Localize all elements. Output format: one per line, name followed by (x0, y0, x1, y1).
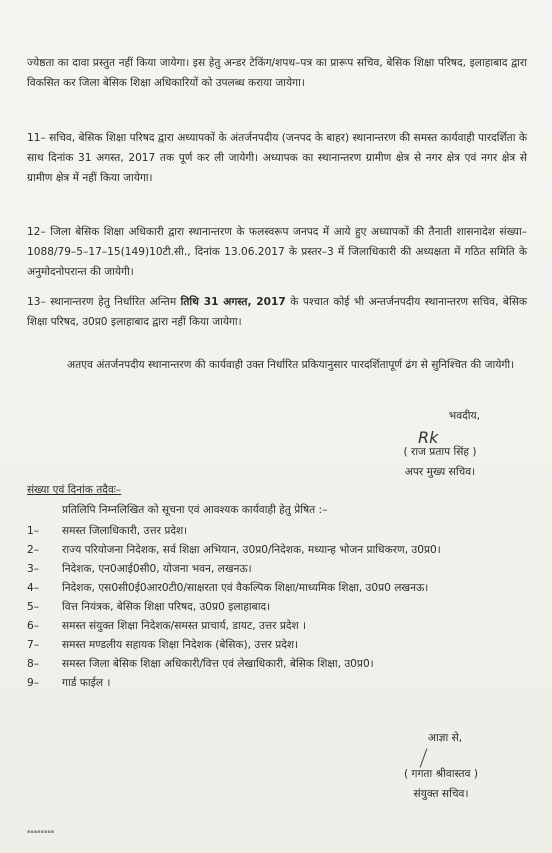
paragraph-13-end: के पश्चात कोई भी अन्तर्जनपदीय स्थानान्तरण सचिव, बेसिक शिक्षा परिषद, उ0प्र0 इलाहाबाद द्वारा नहीं किया जायेगा। (27, 296, 527, 328)
item-text: राज्य परियोजना निदेशक, सर्व शिक्षा अभियान, उ0प्र0/निदेशक, मध्यान्ह भोजन प्राधिकरण, उ0प्र0। (62, 544, 441, 556)
signatory-2-name: ( गगता श्रीवास्तव ) (403, 768, 478, 780)
item-text: समस्त जिलाधिकारी, उत्तर प्रदेश। (62, 525, 188, 537)
copy-recipient-item (27, 598, 527, 617)
item-number: 2– (27, 544, 40, 556)
copy-recipient-item (27, 541, 527, 560)
paragraph-conclusion: अतएव अंतर्जनपदीय स्थानान्तरण की कार्यवाही उक्त निर्धारित प्रकियानुसार पारदर्शितापूर्ण ढंग से सुनिश्चित की जायेगी। (67, 359, 515, 371)
copy-recipient-item (27, 617, 527, 636)
item-number: 5– (27, 601, 40, 613)
copy-recipient-item (27, 522, 527, 541)
item-text: निदेशक, एन0आई0सी0, योजना भवन, लखनऊ। (62, 563, 252, 575)
paragraph-continuation: ज्येष्ठता का दावा प्रस्तुत नहीं किया जायेगा। इस हेतु अन्डर टेकिंग/शपथ–पत्र का प्रारूप सचिव, बेसिक शिक्षा परिषद, इलाहाबाद द्वारा विकसित कर जिला बेसिक शिक्षा अधिकारियों को उपलब्ध कराया जायेगा। (27, 57, 527, 89)
copy-recipient-item (27, 674, 527, 693)
salutation: भवदीय, (448, 410, 480, 422)
item-number: 8– (27, 658, 40, 670)
signatory-2-designation: संयुक्त सचिव। (413, 788, 469, 800)
item-number: 6– (27, 620, 40, 632)
paragraph-11: 11– सचिव, बेसिक शिक्षा परिषद द्वारा अध्यापकों के अंतर्जनपदीय (जनपद के बाहर) स्थानान्तरण की समस्त कार्यवाही पारदर्शिता के साथ दिनांक 31 अगस्त, 2017 तक पूर्ण कर ली जायेगी। अध्यापक का स्थानान्तरण ग्रामीण क्षेत्र से नगर क्षेत्र एवं नगर क्षेत्र से ग्रामीण क्षेत्र में नहीं किया जायेगा। (27, 132, 527, 184)
item-number: 9– (27, 677, 40, 689)
item-number: 4– (27, 582, 40, 594)
copy-recipient-list (27, 522, 527, 693)
signatory-2 (376, 764, 506, 804)
item-number: 7– (27, 639, 40, 651)
signatory-1 (380, 442, 500, 482)
copy-recipient-item (27, 636, 527, 655)
copy-recipient-item (27, 560, 527, 579)
paragraph-13 (27, 292, 527, 332)
item-text: गार्ड फाईल । (62, 677, 111, 689)
item-number: 1– (27, 525, 40, 537)
item-text: समस्त संयुक्त शिक्षा निदेशक/समस्त प्राचार्य, डायट, उत्तर प्रदेश । (62, 620, 307, 632)
copy-section-heading: संख्या एवं दिनांक तदैवः– (27, 484, 122, 496)
paragraph-13-start: 13– स्थानान्तरण हेतु निर्धारित अन्तिम (27, 296, 181, 308)
paragraph-12: 12– जिला बेसिक शिक्षा अधिकारी द्वारा स्थानान्तरण के फलस्वरूप जनपद में आये हुए अध्यापकों की तैनाती शासनादेश संख्या–1088/79–5–17–15(149)10टी.सी., दिनांक 13.06.2017 के प्रस्तर–3 में जिलाधिकारी की अध्यक्षता में गठित समिति के अनुमोदनोपरान्त की जायेगी। (27, 226, 527, 278)
signature-block-1 (388, 406, 498, 426)
signature-initials: Rk (418, 428, 439, 447)
footer-mark: ▪▪▪▪▪▪▪▪ (27, 829, 55, 835)
signatory-1-name: ( राज प्रताप सिंह ) (403, 446, 477, 458)
copy-recipient-item (27, 655, 527, 674)
item-text: निदेशक, एस0सी0ई0आर0टी0/साक्षरता एवं वैकल्पिक शिक्षा/माध्यमिक शिक्षा, उ0प्र0 लखनऊ। (62, 582, 429, 594)
copy-recipient-item (27, 579, 527, 598)
signatory-1-designation: अपर मुख्य सचिव। (404, 466, 476, 478)
item-text: समस्त जिला बेसिक शिक्षा अधिकारी/वित्त एवं लेखाधिकारी, बेसिक शिक्षा, उ0प्र0। (62, 658, 374, 670)
item-text: वित्त नियंत्रक, बेसिक शिक्षा परिषद, उ0प्र0 इलाहाबाद। (62, 601, 271, 613)
item-text: समस्त मण्डलीय सहायक शिक्षा निदेशक (बेसिक), उत्तर प्रदेश। (62, 639, 299, 651)
order-line: आज्ञा से, (427, 732, 463, 744)
signature-block-2 (395, 728, 495, 748)
copy-section-intro: प्रतिलिपि निम्नलिखित को सूचना एवं आवश्यक कार्यवाही हेतु प्रेषित :– (62, 504, 328, 516)
paragraph-13-deadline: तिथि 31 अगस्त, 2017 (180, 296, 286, 308)
item-number: 3– (27, 563, 40, 575)
